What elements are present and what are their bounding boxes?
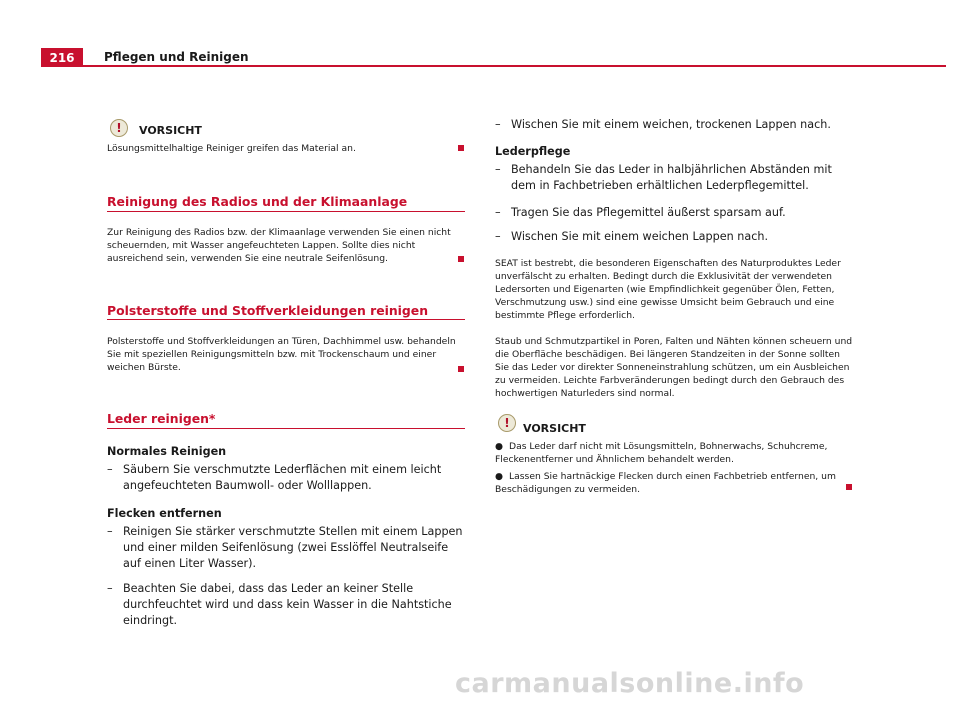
section-heading-upholstery: Polsterstoffe und Stoffverkleidungen reinigen: [107, 303, 429, 318]
header-rule: [41, 65, 946, 67]
bullet-item-text: Das Leder darf nicht mit Lösungsmitteln, Bohnerwachs, Schuhcreme, Fleckenentferner und Ähnlichem behandelt werden.: [495, 441, 828, 465]
paragraph: Staub und Schmutzpartikel in Poren, Falten und Nähten können scheuern und die Oberfläche beschädigen. Bei längeren Standzeiten in der Sonne sollten Sie das Leder vor direkter Sonneneinstrahlung schützen, um ein Ausbleichen zu vermeiden. Leichte Farbveränderungen bedingt durch den Gebrauch des hochwertigen Naturleders sind normal.: [495, 336, 853, 399]
subheading-stains: Flecken entfernen: [107, 507, 222, 520]
section-text-radio: Zur Reinigung des Radios bzw. der Klimaanlage verwenden Sie einen nicht scheuernden, mit Wasser angefeuchteten Lappen. Sollte dies nicht ausreichend sein, verwenden Sie eine neutrale Seifenlösung.: [107, 227, 451, 264]
list-item-text: Tragen Sie das Pflegemittel äußerst sparsam auf.: [511, 206, 786, 219]
list-item-text: Behandeln Sie das Leder in halbjährlichen Abständen mit dem in Fachbetrieben erhältlichen Lederpflegemittel.: [511, 163, 832, 192]
caution-title: VORSICHT: [523, 422, 586, 435]
list-item: – Behandeln Sie das Leder in halbjährlichen Abständen mit dem in Fachbetrieben erhältlichen Lederpflegemittel.: [495, 162, 855, 194]
page-number: 216: [41, 48, 83, 67]
list-item: – Wischen Sie mit einem weichen Lappen nach.: [495, 229, 855, 245]
end-marker: [458, 366, 464, 372]
list-item: – Tragen Sie das Pflegemittel äußerst sparsam auf.: [495, 205, 855, 221]
list-item: – Wischen Sie mit einem weichen, trockenen Lappen nach.: [495, 117, 855, 133]
end-marker: [458, 145, 464, 151]
page-header-title: Pflegen und Reinigen: [104, 50, 249, 64]
bullet-item: ● Lassen Sie hartnäckige Flecken durch einen Fachbetrieb entfernen, um Beschädigungen zu vermeiden.: [495, 471, 836, 495]
subheading-leather-care: Lederpflege: [495, 145, 571, 158]
end-marker: [458, 256, 464, 262]
list-item-text: Beachten Sie dabei, dass das Leder an keiner Stelle durchfeuchtet wird und dass kein Wasser in die Nahtstiche eindringt.: [123, 582, 452, 627]
list-item: – Reinigen Sie stärker verschmutzte Stellen mit einem Lappen und einer milden Seifenlösung (zwei Esslöffel Neutralseife auf einen Liter Wasser).: [107, 524, 465, 572]
bullet-item-text: Lassen Sie hartnäckige Flecken durch einen Fachbetrieb entfernen, um Beschädigungen zu vermeiden.: [495, 471, 836, 495]
section-heading-radio: Reinigung des Radios und der Klimaanlage: [107, 194, 408, 209]
section-rule: [107, 211, 465, 212]
subheading-normal-cleaning: Normales Reinigen: [107, 445, 227, 458]
paragraph: SEAT ist bestrebt, die besonderen Eigenschaften des Naturproduktes Leder unverfälscht zu erhalten. Bedingt durch die Exklusivität der verwendeten Ledersorten und Eigenarten (wie Empfindlichkeit gegenüber Ölen, Fetten, Verschmutzung usw.) sind eine gewisse Umsicht beim Gebrauch und eine bestimmte Pflege erforderlich.: [495, 258, 841, 321]
caution-text: Lösungsmittelhaltige Reiniger greifen das Material an.: [107, 143, 356, 154]
list-item-text: Säubern Sie verschmutzte Lederflächen mit einem leicht angefeuchteten Baumwoll- oder Wolllappen.: [123, 463, 442, 492]
watermark: carmanualsonline.info: [455, 668, 805, 699]
caution-title: VORSICHT: [139, 124, 202, 137]
caution-icon: !: [110, 119, 128, 137]
section-rule: [107, 428, 465, 429]
section-rule: [107, 319, 465, 320]
caution-icon: !: [498, 414, 516, 432]
list-item-text: Wischen Sie mit einem weichen Lappen nach.: [511, 230, 769, 243]
list-item: – Säubern Sie verschmutzte Lederflächen mit einem leicht angefeuchteten Baumwoll- oder Wolllappen.: [107, 462, 465, 494]
list-item-text: Wischen Sie mit einem weichen, trockenen Lappen nach.: [511, 118, 831, 131]
section-heading-leather: Leder reinigen*: [107, 411, 216, 426]
section-text-upholstery: Polsterstoffe und Stoffverkleidungen an Türen, Dachhimmel usw. behandeln Sie mit speziellen Reinigungsmitteln bzw. mit Trockenschaum und einer weichen Bürste.: [107, 336, 456, 373]
list-item-text: Reinigen Sie stärker verschmutzte Stellen mit einem Lappen und einer milden Seifenlösung (zwei Esslöffel Neutralseife auf einen Liter Wasser).: [123, 525, 463, 570]
bullet-item: ● Das Leder darf nicht mit Lösungsmitteln, Bohnerwachs, Schuhcreme, Fleckenentferner und Ähnlichem behandelt werden.: [495, 441, 828, 465]
list-item: – Beachten Sie dabei, dass das Leder an keiner Stelle durchfeuchtet wird und dass kein Wasser in die Nahtstiche eindringt.: [107, 581, 465, 629]
end-marker: [846, 484, 852, 490]
